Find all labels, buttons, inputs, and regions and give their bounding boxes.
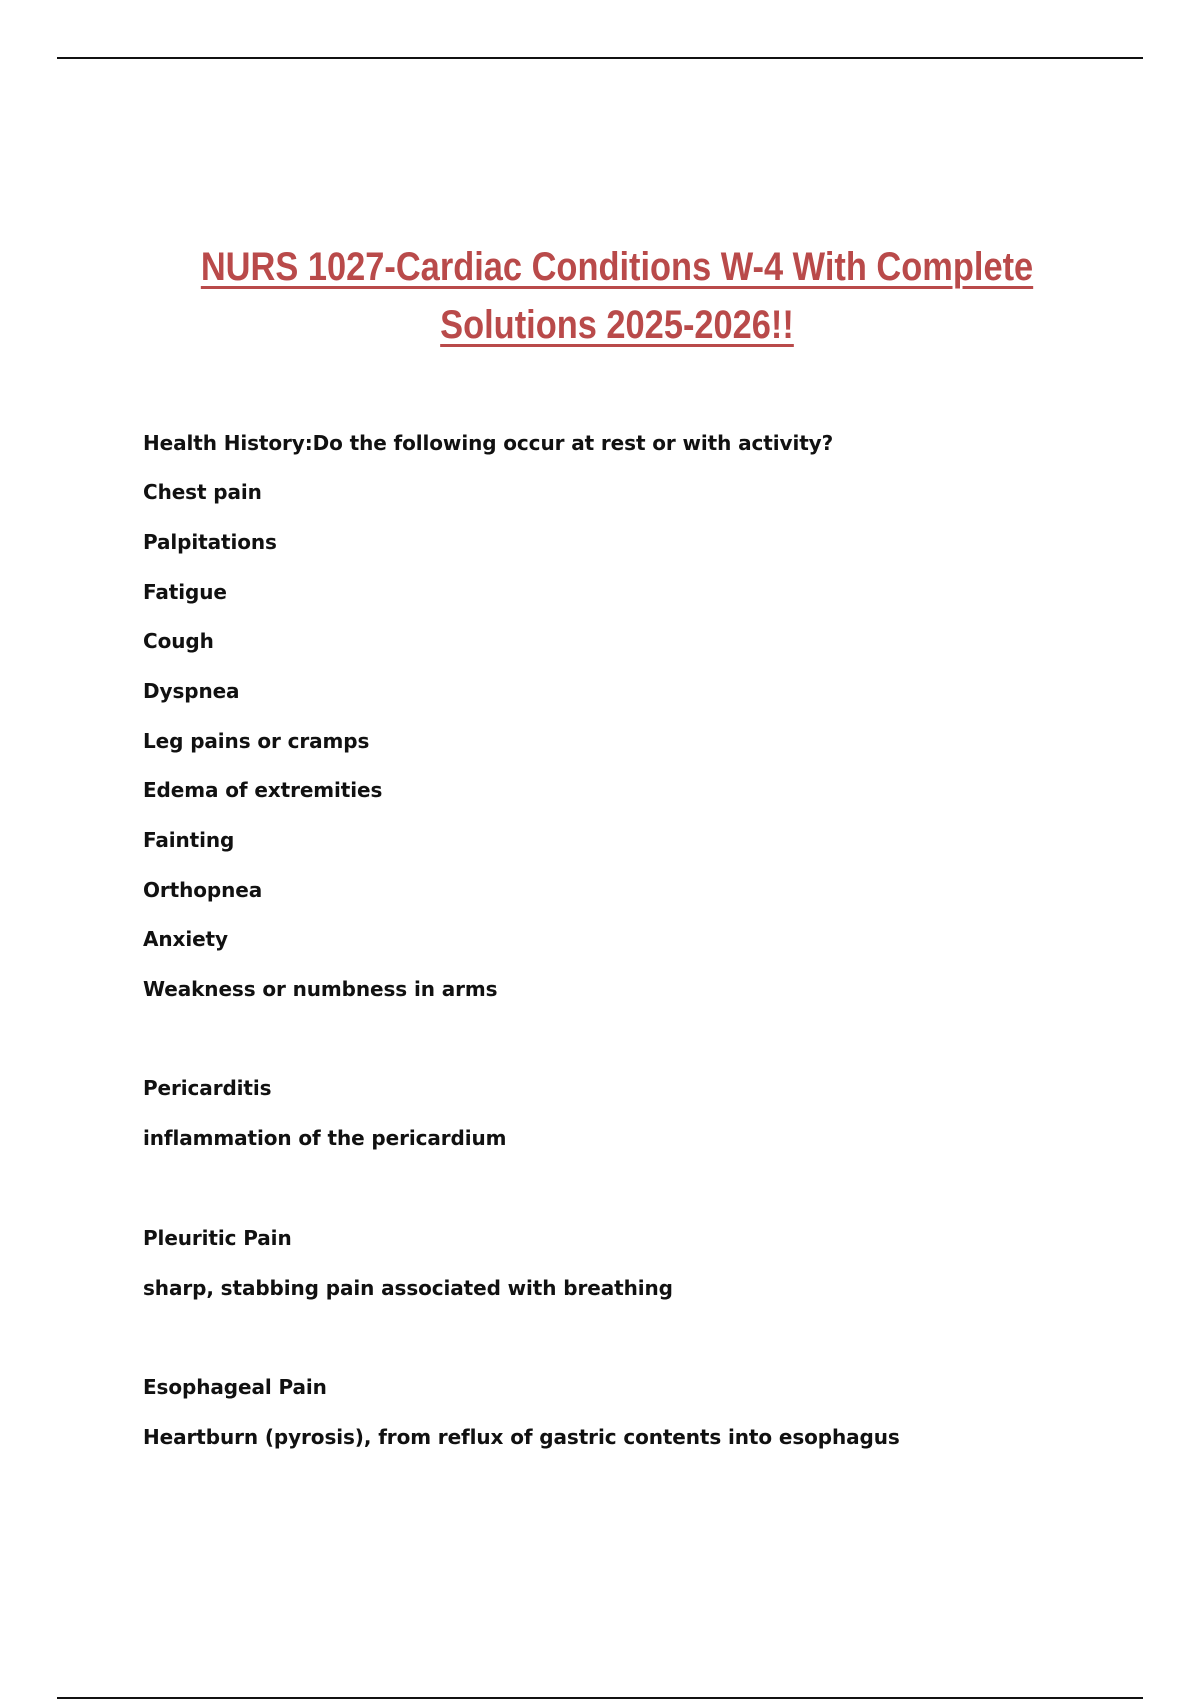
term-pleuritic-pain: Pleuritic Pain (143, 1226, 292, 1250)
title-line-1: NURS 1027-Cardiac Conditions W-4 With Complete (200, 245, 1034, 289)
history-item-orthopnea: Orthopnea (143, 878, 263, 902)
health-history-question: Health History:Do the following occur at rest or with activity? (143, 431, 834, 455)
title-line-2: Solutions 2025-2026!! (440, 303, 794, 347)
history-item-anxiety: Anxiety (143, 927, 228, 951)
definition-esophageal-pain: Heartburn (pyrosis), from reflux of gastric contents into esophagus (143, 1425, 900, 1449)
term-pericarditis: Pericarditis (143, 1076, 272, 1100)
history-item-fatigue: Fatigue (143, 580, 227, 604)
history-item-dyspnea: Dyspnea (143, 679, 240, 703)
history-item-chest-pain: Chest pain (143, 480, 262, 504)
history-item-edema: Edema of extremities (143, 778, 383, 802)
history-item-fainting: Fainting (143, 828, 235, 852)
definition-pleuritic-pain: sharp, stabbing pain associated with breathing (143, 1276, 673, 1300)
document-title (86, 238, 1147, 354)
history-item-cough: Cough (143, 629, 214, 653)
definition-pericarditis: inflammation of the pericardium (143, 1126, 507, 1150)
top-rule (57, 57, 1143, 59)
term-esophageal-pain: Esophageal Pain (143, 1375, 327, 1399)
history-item-weakness: Weakness or numbness in arms (143, 977, 498, 1001)
bottom-rule (57, 1697, 1143, 1699)
history-item-leg-pains: Leg pains or cramps (143, 729, 370, 753)
history-item-palpitations: Palpitations (143, 530, 277, 554)
